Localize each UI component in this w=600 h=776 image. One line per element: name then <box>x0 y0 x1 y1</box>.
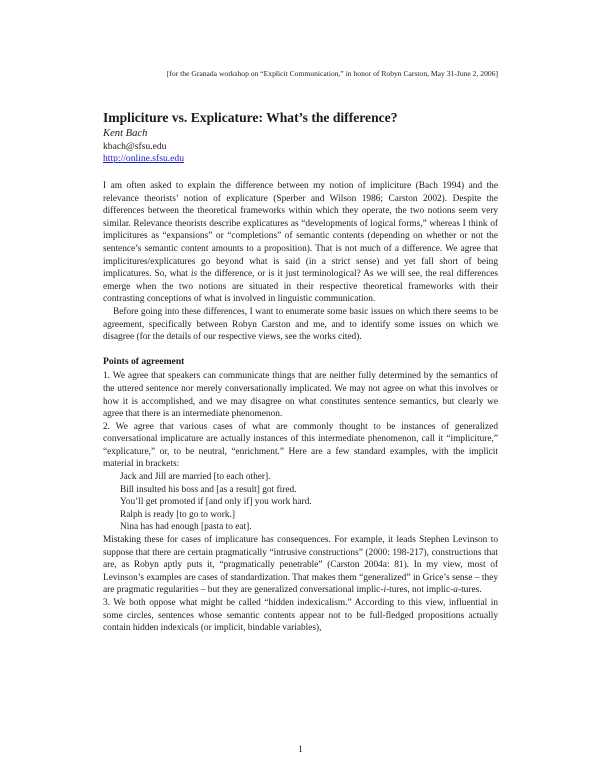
author-name: Kent Bach <box>103 128 148 139</box>
author-url-link[interactable]: http://online.sfsu.edu <box>103 153 185 164</box>
intro-paragraph-1: I am often asked to explain the difference between my notion of impliciture (Bach 1994) and the relevance theorists’ notion of explicature (Sperber and Wilson 1986; Carston 2002). Despite the differences between the theoretical frameworks within which they operate, the two notions seem very similar. Relevance theorists describe explicatures as “developments of logical forms,” whereas I think of implicitures as “expansions” or “completions” of semantic contents (depending on whether or not the sentence’s semantic content amounts to a proposition). That is not much of a difference. We agree that implicitures/explicatures go beyond what is said (in a strict sense) and yet fall short of being implicatures. So, what is the difference, or is it just terminological? As we will see, the real differences emerge when the two notions are situated in their respective theoretical frameworks with their contrasting conceptions of what is involved in linguistic communication. <box>103 181 498 305</box>
point-1: 1. We agree that speakers can communicate things that are neither fully determined by the semantics of the uttered sentence nor merely conversationally implicated. We may not agree on what this involves or how it is accomplished, and we may disagree on what constitutes sentence semantics, but clearly we agree that there is an intermediate phenomenon. <box>103 371 498 420</box>
page-number: 1 <box>298 745 303 755</box>
body-text <box>103 180 498 635</box>
point-3: 3. We both oppose what might be called “hidden indexicalism.” According to this view, influential in some circles, sentences whose semantic contents appear not to be full-fledged propositions actually contain hidden indexicals (or implicit, bindable variables), <box>103 598 498 634</box>
emphasis-is: is <box>190 269 198 280</box>
section-heading: Points of agreement <box>103 355 185 367</box>
example-item: Jack and Jill are married [to each other]. <box>120 472 271 483</box>
example-item: You’ll get promoted if [and only if] you work hard. <box>120 497 312 508</box>
examples-list <box>120 471 498 534</box>
intro-paragraph-2: Before going into these differences, I want to enumerate some basic issues on which there seems to be agreement, specifically between Robyn Carston and me, and to identify some issues on which we disagree (for the details of our respective views, see the works cited). <box>103 306 498 343</box>
author-block <box>103 128 184 166</box>
header-note: [for the Granada workshop on “Explicit Communication,” in honor of Robyn Carston, May 31-June 2, 2006] <box>166 69 498 78</box>
point-2: 2. We agree that various cases of what are commonly thought to be instances of generalized conversational implicature are actually instances of this intermediate phenomenon, call it “impliciture,” “explicature,” or, to be neutral, “enrichment.” Here are a few standard examples, with the implicit material in brackets: <box>103 421 498 470</box>
author-email: kbach@sfsu.edu <box>103 140 167 152</box>
example-item: Bill insulted his boss and [as a result] got fired. <box>120 484 297 495</box>
point-2-continuation: Mistaking these for cases of implicature has consequences. For example, it leads Stephen Levinson to suppose that there are certain pragmatically “intrusive constructions” (2000: 198-217), constructions that are, as Robyn aptly puts it, “pragmatically penetrable” (Carston 2004a: 81). In my view, most of Levinson’s examples are cases of standardization. That makes them “generalized” in Grice’s sense – they are pragmatic regularities – but they are generalized conversational implic-i-tures, not implic-a-tures. <box>103 535 498 596</box>
example-item: Ralph is ready [to go to work.] <box>120 509 235 520</box>
example-item: Nina has had enough [pasta to eat]. <box>120 522 252 533</box>
document-page <box>103 0 498 776</box>
paper-title: Impliciture vs. Explicature: What’s the difference? <box>103 110 398 125</box>
